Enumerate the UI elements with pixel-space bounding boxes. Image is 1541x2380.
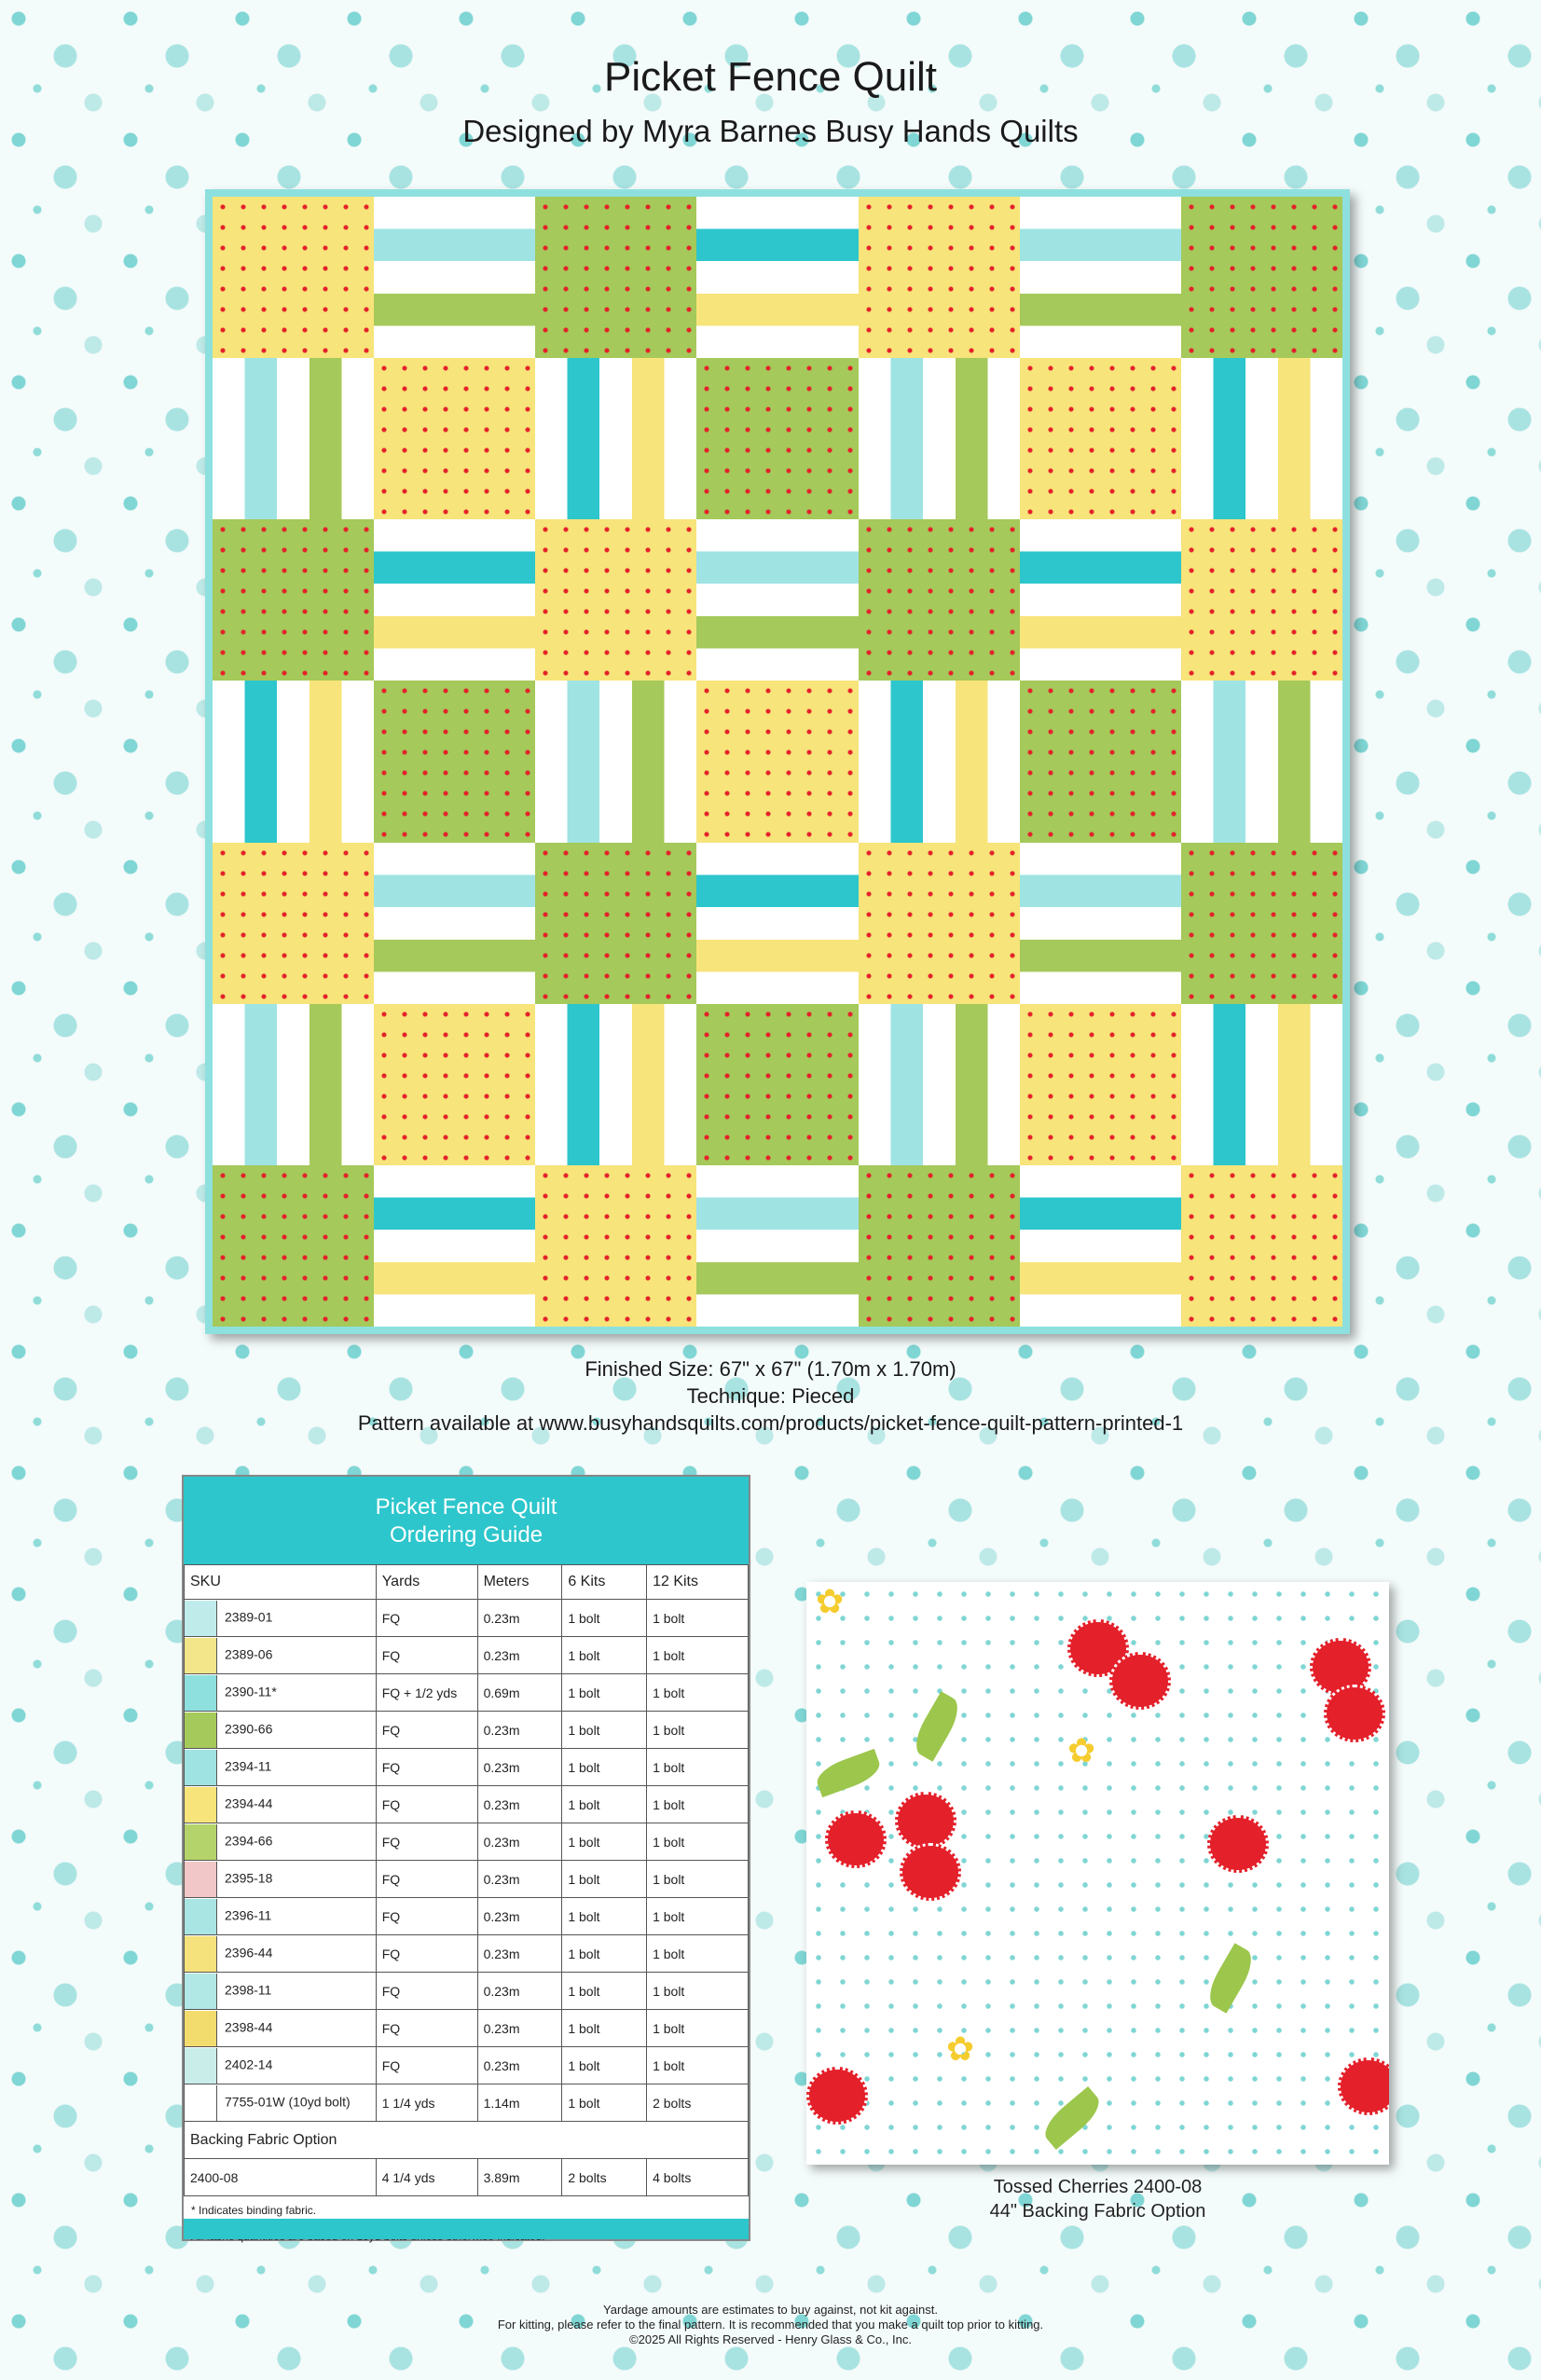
sku-cell (185, 1973, 377, 2010)
table-header-row (185, 1565, 749, 1600)
fabric-swatch (185, 1675, 217, 1711)
backing-label-row (185, 2122, 749, 2159)
backing-fabric-image (806, 1582, 1389, 2165)
leaf (1203, 1943, 1259, 2014)
sku-cell (185, 2010, 377, 2047)
quilt-block (213, 681, 374, 842)
sku-cell (185, 1674, 377, 1712)
sku-text: 2389-01 (225, 1609, 273, 1625)
sku-text: 7755-01W (10yd bolt) (225, 2094, 351, 2110)
quilt-block (374, 1165, 535, 1327)
table-row (185, 1712, 749, 1749)
cherry (1338, 2057, 1389, 2115)
quilt-block (859, 358, 1020, 519)
leaf (909, 1691, 966, 1762)
quilt-block (213, 519, 374, 681)
table-row (185, 1898, 749, 1935)
ordering-table (184, 1564, 749, 2196)
fabric-swatch (185, 1750, 217, 1785)
flower: ✿ (1067, 1731, 1096, 1769)
table-row (185, 1935, 749, 1973)
kit12-cell: 1 bolt (647, 1898, 749, 1935)
sku-cell (185, 2084, 377, 2122)
col-sku: SKU (185, 1565, 377, 1600)
table-row (185, 1749, 749, 1786)
quilt-block (1181, 681, 1342, 842)
table-row (185, 1600, 749, 1637)
quilt-block (535, 519, 696, 681)
fabric-swatch (185, 1936, 217, 1972)
quilt-block (1020, 843, 1181, 1004)
backing-sku: 2400-08 (185, 2159, 377, 2196)
meters-cell: 0.23m (477, 1712, 562, 1749)
quilt-image (205, 189, 1350, 1334)
sku-text: 2390-11* (225, 1684, 277, 1699)
yards-cell: FQ (376, 1749, 477, 1786)
table-row (185, 1861, 749, 1898)
footer-line-1: Yardage amounts are estimates to buy against, not kit against. (603, 2303, 938, 2317)
quilt-block (374, 1004, 535, 1165)
sku-cell (185, 1935, 377, 1973)
yards-cell: FQ (376, 2047, 477, 2084)
sku-cell (185, 1786, 377, 1823)
quilt-block (213, 1004, 374, 1165)
col-yards: Yards (376, 1565, 477, 1600)
ordering-guide-title: Picket Fence Quilt (375, 1494, 557, 1520)
meters-cell: 0.23m (477, 1637, 562, 1674)
quilt-block (696, 681, 858, 842)
table-row (185, 1637, 749, 1674)
kit6-cell: 1 bolt (562, 2047, 647, 2084)
meters-cell: 0.23m (477, 2047, 562, 2084)
backing-row (185, 2159, 749, 2196)
quilt-block (696, 843, 858, 1004)
cherry (1207, 1815, 1269, 1873)
meters-cell: 0.23m (477, 1786, 562, 1823)
flower: ✿ (816, 1582, 845, 1620)
kit12-cell: 1 bolt (647, 1861, 749, 1898)
cherry (825, 1810, 887, 1868)
fabric-swatch (185, 1713, 217, 1748)
kit12-cell: 1 bolt (647, 1749, 749, 1786)
quilt-block (535, 197, 696, 358)
col-12-kits: 12 Kits (647, 1565, 749, 1600)
footer-line-2: For kitting, please refer to the final pattern. It is recommended that you make a quilt top prior to kitting. (497, 2318, 1044, 2332)
quilt-block (535, 843, 696, 1004)
quilt-block (696, 197, 858, 358)
table-row (185, 1823, 749, 1861)
sku-text: 2394-66 (225, 1833, 273, 1849)
kit12-cell: 1 bolt (647, 1637, 749, 1674)
leaf (1039, 2086, 1107, 2150)
quilt-block (859, 197, 1020, 358)
col-6-kits: 6 Kits (562, 1565, 647, 1600)
kit6-cell: 1 bolt (562, 1600, 647, 1637)
sku-cell (185, 1712, 377, 1749)
quilt-block (1181, 1004, 1342, 1165)
cherry (806, 2067, 868, 2125)
yards-cell: FQ (376, 1712, 477, 1749)
page-subtitle: Designed by Myra Barnes Busy Hands Quilts (462, 114, 1079, 148)
table-row (185, 2010, 749, 2047)
quilt-block (213, 1165, 374, 1327)
backing-yards: 4 1/4 yds (376, 2159, 477, 2196)
sku-cell (185, 2047, 377, 2084)
yards-cell: FQ (376, 1973, 477, 2010)
fabric-swatch (185, 1862, 217, 1897)
ordering-guide-footer-bar (184, 2219, 749, 2239)
fabric-swatch (185, 2011, 217, 2046)
sku-text: 2396-44 (225, 1945, 273, 1960)
sku-cell (185, 1898, 377, 1935)
fabric-swatch (185, 1601, 217, 1636)
footer (0, 2303, 1541, 2347)
yards-cell: FQ (376, 1823, 477, 1861)
table-row (185, 1674, 749, 1712)
ordering-guide-header (184, 1477, 749, 1564)
quilt-block (374, 358, 535, 519)
kit6-cell: 1 bolt (562, 1973, 647, 2010)
sku-text: 2402-14 (225, 2057, 273, 2072)
kit12-cell: 1 bolt (647, 1823, 749, 1861)
kit12-cell: 1 bolt (647, 1935, 749, 1973)
yards-cell: FQ + 1/2 yds (376, 1674, 477, 1712)
fabric-swatch (185, 1638, 217, 1673)
quilt-block (374, 843, 535, 1004)
kit6-cell: 1 bolt (562, 2010, 647, 2047)
sku-text: 2396-11 (225, 1907, 272, 1923)
meters-cell: 0.23m (477, 1823, 562, 1861)
yards-cell: FQ (376, 1898, 477, 1935)
quilt-block (1181, 1165, 1342, 1327)
meters-cell: 0.23m (477, 1973, 562, 2010)
quilt-block (859, 843, 1020, 1004)
quilt-block (1020, 519, 1181, 681)
quilt-block (859, 519, 1020, 681)
quilt-block (374, 681, 535, 842)
kit6-cell: 1 bolt (562, 1861, 647, 1898)
sku-cell (185, 1637, 377, 1674)
fabric-width: 44" Backing Fabric Option (989, 2201, 1206, 2222)
kit6-cell: 1 bolt (562, 1749, 647, 1786)
finished-size: Finished Size: 67" x 67" (1.70m x 1.70m) (585, 1357, 956, 1381)
fabric-caption (806, 2175, 1389, 2223)
cherry (895, 1792, 956, 1850)
fabric-swatch (185, 2048, 217, 2084)
quilt-block (696, 519, 858, 681)
meters-cell: 0.23m (477, 1861, 562, 1898)
sku-text: 2394-11 (225, 1758, 272, 1774)
sku-cell (185, 1749, 377, 1786)
fabric-name: Tossed Cherries 2400-08 (993, 2177, 1203, 2197)
meters-cell: 0.23m (477, 1898, 562, 1935)
backing-label: Backing Fabric Option (185, 2122, 749, 2159)
quilt-block (374, 519, 535, 681)
kit12-cell: 1 bolt (647, 1973, 749, 2010)
kit6-cell: 1 bolt (562, 1637, 647, 1674)
yards-cell: 1 1/4 yds (376, 2084, 477, 2122)
sku-text: 2398-44 (225, 2019, 273, 2035)
sku-text: 2394-44 (225, 1795, 273, 1811)
yards-cell: FQ (376, 2010, 477, 2047)
quilt-block (696, 1004, 858, 1165)
kit6-cell: 1 bolt (562, 1935, 647, 1973)
table-row (185, 1973, 749, 2010)
kit12-cell: 1 bolt (647, 1674, 749, 1712)
quilt-block (213, 197, 374, 358)
sku-cell (185, 1861, 377, 1898)
yards-cell: FQ (376, 1600, 477, 1637)
note-binding: * Indicates binding fabric. (191, 2204, 317, 2217)
kit6-cell: 1 bolt (562, 2084, 647, 2122)
kit12-cell: 2 bolts (647, 2084, 749, 2122)
yards-cell: FQ (376, 1935, 477, 1973)
page-title: Picket Fence Quilt (603, 54, 938, 100)
kit6-cell: 1 bolt (562, 1823, 647, 1861)
quilt-block (213, 843, 374, 1004)
kit12-cell: 1 bolt (647, 2047, 749, 2084)
quilt-block (1181, 358, 1342, 519)
kit6-cell: 1 bolt (562, 1786, 647, 1823)
sku-text: 2398-11 (225, 1982, 272, 1998)
meters-cell: 0.23m (477, 1749, 562, 1786)
quilt-block (696, 1165, 858, 1327)
backing-12-kits: 4 bolts (647, 2159, 749, 2196)
cherry (1324, 1685, 1385, 1742)
backing-meters: 3.89m (477, 2159, 562, 2196)
fabric-swatch (185, 2085, 217, 2121)
ordering-guide-subtitle: Ordering Guide (389, 1522, 543, 1548)
yards-cell: FQ (376, 1786, 477, 1823)
quilt-block (374, 197, 535, 358)
quilt-block (535, 1165, 696, 1327)
sku-text: 2395-18 (225, 1870, 273, 1886)
quilt-block (1181, 197, 1342, 358)
flower: ✿ (946, 2029, 975, 2068)
yards-cell: FQ (376, 1637, 477, 1674)
kit6-cell: 1 bolt (562, 1674, 647, 1712)
technique: Technique: Pieced (686, 1384, 855, 1408)
kit12-cell: 1 bolt (647, 1600, 749, 1637)
sku-text: 2389-06 (225, 1646, 273, 1662)
quilt-block (1020, 1165, 1181, 1327)
sku-text: 2390-66 (225, 1721, 273, 1737)
quilt-block (1020, 197, 1181, 358)
quilt-block (535, 681, 696, 842)
fabric-swatch (185, 1974, 217, 2009)
quilt-block (1020, 1004, 1181, 1165)
quilt-block (535, 358, 696, 519)
meters-cell: 1.14m (477, 2084, 562, 2122)
quilt-block (213, 358, 374, 519)
quilt-block (859, 681, 1020, 842)
table-row (185, 1786, 749, 1823)
kit12-cell: 1 bolt (647, 2010, 749, 2047)
sku-cell (185, 1600, 377, 1637)
footer-line-3: ©2025 All Rights Reserved - Henry Glass & Co., Inc. (629, 2332, 912, 2346)
pattern-link[interactable]: Pattern available at www.busyhandsquilts.com/products/picket-fence-quilt-pattern-printed-1 (357, 1411, 1184, 1435)
kit6-cell: 1 bolt (562, 1712, 647, 1749)
fabric-swatch (185, 1899, 217, 1934)
fabric-swatch (185, 1787, 217, 1823)
sku-cell (185, 1823, 377, 1861)
quilt-block (696, 358, 858, 519)
kit6-cell: 1 bolt (562, 1898, 647, 1935)
meters-cell: 0.23m (477, 1600, 562, 1637)
ordering-guide (182, 1475, 750, 2241)
yards-cell: FQ (376, 1861, 477, 1898)
quilt-block (859, 1165, 1020, 1327)
col-meters: Meters (477, 1565, 562, 1600)
kit12-cell: 1 bolt (647, 1786, 749, 1823)
cherry (900, 1843, 961, 1901)
cherry (1109, 1652, 1171, 1710)
quilt-block (1020, 358, 1181, 519)
leaf (813, 1749, 884, 1797)
quilt-block (1181, 519, 1342, 681)
table-row (185, 2084, 749, 2122)
meters-cell: 0.69m (477, 1674, 562, 1712)
table-row (185, 2047, 749, 2084)
quilt-block (1181, 843, 1342, 1004)
backing-6-kits: 2 bolts (562, 2159, 647, 2196)
meters-cell: 0.23m (477, 2010, 562, 2047)
fabric-swatch (185, 1824, 217, 1860)
quilt-block (859, 1004, 1020, 1165)
meters-cell: 0.23m (477, 1935, 562, 1973)
kit12-cell: 1 bolt (647, 1712, 749, 1749)
quilt-block (1020, 681, 1181, 842)
quilt-block (535, 1004, 696, 1165)
